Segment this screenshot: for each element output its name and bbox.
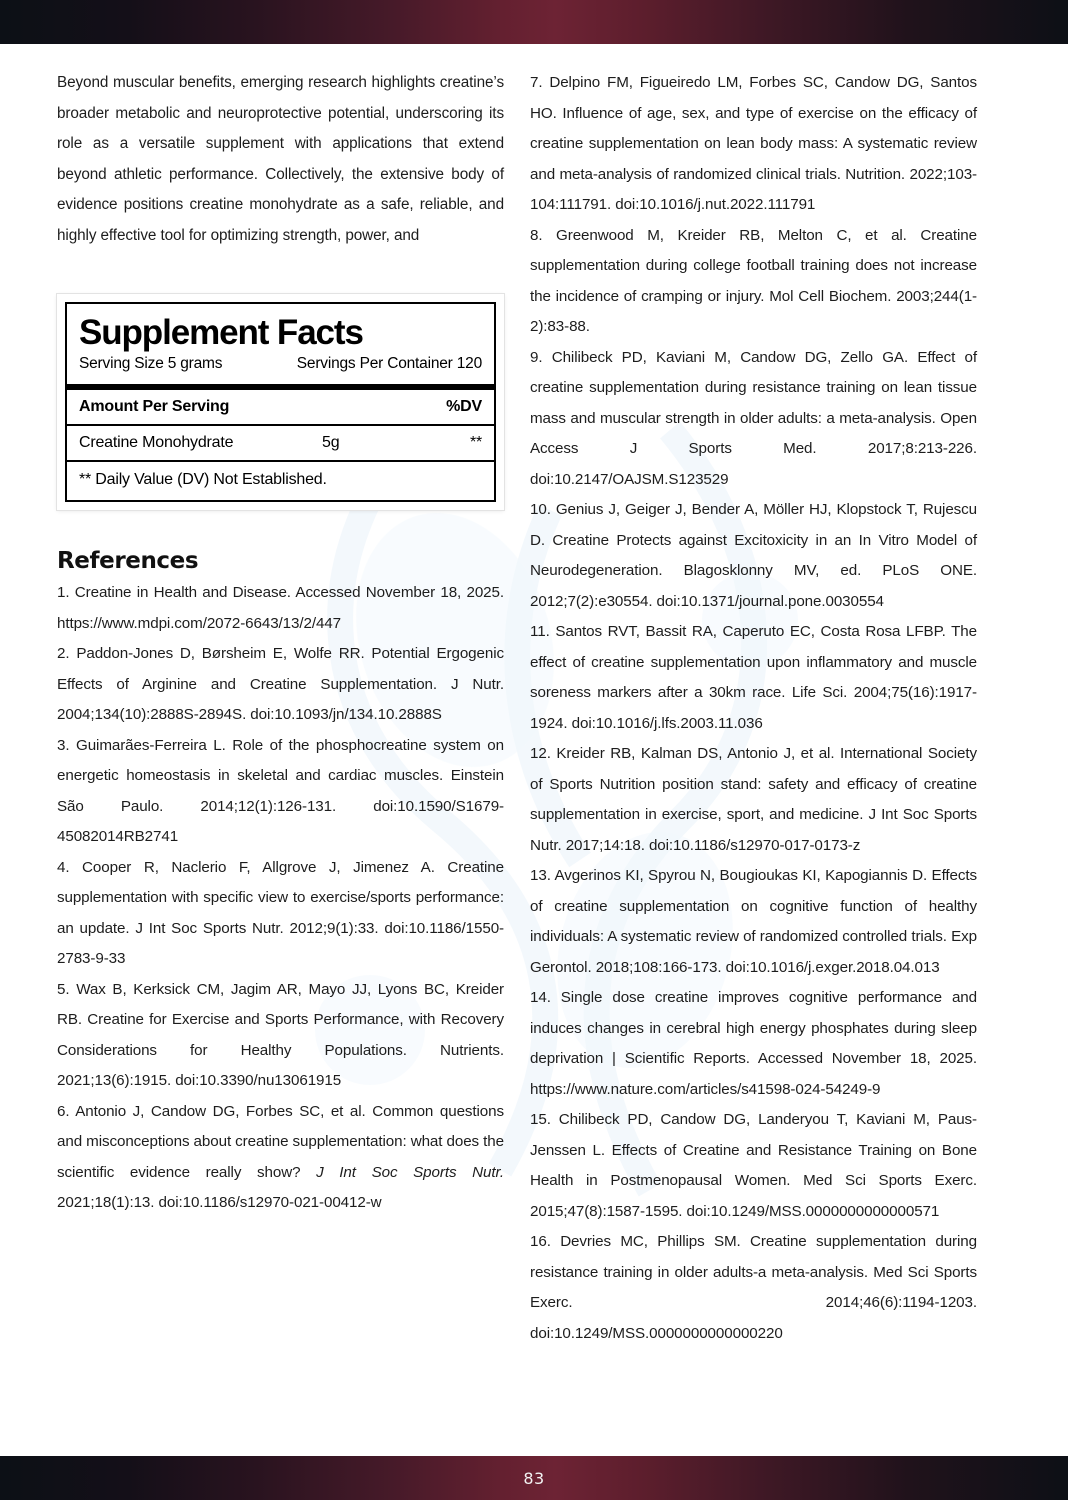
reference-item: 4. Cooper R, Naclerio F, Allgrove J, Jimenez A. Creatine supplementation with specific view to exercise/sports performance: an update. J Int Soc Sports Nutr. 2012;9(1):33. doi:10.1186/1550-2783-9-33 <box>57 858 504 968</box>
page-content <box>0 44 1068 1456</box>
reference-item: 10. Genius J, Geiger J, Bender A, Möller HJ, Klopstock T, Rujescu D. Creatine Protects against Excitoxicity in an In Vitro Model of Neurodegeneration. Blagosklonny MV, ed. PLoS ONE. 2012;7(2):e30554. doi:10.1371/journal.pone.0030554 <box>530 501 977 610</box>
amount-per-serving-label: Amount Per Serving <box>79 398 230 416</box>
supplement-facts-ingredient-row <box>67 426 494 460</box>
page-number: 83 <box>523 1468 545 1488</box>
supplement-facts-footnote: ** Daily Value (DV) Not Established. <box>79 471 327 489</box>
reference-6-journal: J Int Soc Sports Nutr. <box>316 1163 504 1181</box>
left-column <box>57 68 504 1219</box>
supplement-facts-title: Supplement Facts <box>79 313 363 352</box>
reference-item: 3. Guimarães-Ferreira L. Role of the phosphocreatine system on energetic homeostasis in skeletal and cardiac muscles. Einstein São Paulo. 2014;12(1):126-131. doi:10.1590/S1679-45082014RB2741 <box>57 736 504 846</box>
ingredient-daily-value: ** <box>469 434 482 452</box>
reference-item: 9. Chilibeck PD, Kaviani M, Candow DG, Zello GA. Effect of creatine supplementation during resistance training on lean tissue mass and muscular strength in older adults: a meta-analysis. Open Access J Sports Med. 2017;8:213-226. doi:10.2147/OAJSM.S123529 <box>530 348 977 488</box>
supplement-facts-panel <box>57 294 504 510</box>
references-heading: References <box>57 548 199 575</box>
page-footer-bar <box>0 1456 1068 1500</box>
reference-item: 2. Paddon-Jones D, Børsheim E, Wolfe RR. Potential Ergogenic Effects of Arginine and Creatine Supplementation. J Nutr. 2004;134(10):2888S-2894S. doi:10.1093/jn/134.10.2888S <box>57 645 504 724</box>
ingredient-amount: 5g <box>322 434 340 452</box>
servings-per-container: Servings Per Container 120 <box>296 355 482 373</box>
body-paragraph: Beyond muscular benefits, emerging research highlights creatine’s broader metabolic and neuroprotective potential, underscoring its role as a versatile supplement with applications that extend beyond athletic performance. Collectively, the extensive body of evidence positions creatine monohydrate as a safe, reliable, and highly effective tool for optimizing strength, power, and <box>57 74 504 244</box>
reference-item <box>57 1097 504 1219</box>
right-column <box>530 68 977 1349</box>
reference-item: 1. Creatine in Health and Disease. Accessed November 18, 2025. https://www.mdpi.com/2072-6643/13/2/447 <box>57 584 504 632</box>
supplement-facts-header-row <box>67 390 494 424</box>
reference-6-text-part2: 2021;18(1):13. doi:10.1186/s12970-021-00412-w <box>57 1194 382 1212</box>
reference-item: 12. Kreider RB, Kalman DS, Antonio J, et al. International Society of Sports Nutrition position stand: safety and efficacy of creatine supplementation in exercise, sport, and medicine. J Int Soc Sports Nutr. 2017;14:18. doi:10.1186/s12970-017-0173-z <box>530 745 977 854</box>
reference-item: 11. Santos RVT, Bassit RA, Caperuto EC, Costa Rosa LFBP. The effect of creatine supplementation upon inflammatory and muscle soreness markers after a 30km race. Life Sci. 2004;75(16):1917-1924. doi:10.1016/j.lfs.2003.11.036 <box>530 623 977 732</box>
reference-item: 16. Devries MC, Phillips SM. Creatine supplementation during resistance training in older adults-a meta-analysis. Med Sci Sports Exerc. 2014;46(6):1194-1203. doi:10.1249/MSS.0000000000000220 <box>530 1233 977 1342</box>
page-header-bar <box>0 0 1068 44</box>
reference-item: 7. Delpino FM, Figueiredo LM, Forbes SC, Candow DG, Santos HO. Influence of age, sex, and type of exercise on the efficacy of creatine supplementation on lean body mass: A systematic review and meta-analysis of randomized clinical trials. Nutrition. 2022;103-104:111791. doi:10.1016/j.nut.2022.111791 <box>530 74 977 213</box>
reference-item: 15. Chilibeck PD, Candow DG, Landeryou T, Kaviani M, Paus-Jenssen L. Effects of Creatine and Resistance Training on Bone Health in Postmenopausal Women. Med Sci Sports Exerc. 2015;47(8):1587-1595. doi:10.1249/MSS.0000000000000571 <box>530 1111 977 1220</box>
reference-item: 5. Wax B, Kerksick CM, Jagim AR, Mayo JJ, Lyons BC, Kreider RB. Creatine for Exercise and Sports Performance, with Recovery Considerations for Healthy Populations. Nutrients. 2021;13(6):1915. doi:10.3390/nu13061915 <box>57 980 504 1090</box>
reference-item: 13. Avgerinos KI, Spyrou N, Bougioukas KI, Kapogiannis D. Effects of creatine supplementation on cognitive function of healthy individuals: A systematic review of randomized controlled trials. Exp Gerontol. 2018;108:166-173. doi:10.1016/j.exger.2018.04.013 <box>530 867 977 976</box>
supplement-facts-table <box>65 302 496 502</box>
reference-item: 8. Greenwood M, Kreider RB, Melton C, et al. Creatine supplementation during college football training does not increase the incidence of cramping or injury. Mol Cell Biochem. 2003;244(1-2):83-88. <box>530 226 977 335</box>
reference-6-text-part1: 6. Antonio J, Candow DG, Forbes SC, et al. Common questions and misconceptions about creatine supplementation: what does the scientific evidence really show? <box>57 1102 504 1181</box>
supplement-facts-serving-row <box>67 352 494 384</box>
percent-dv-label: %DV <box>446 398 482 416</box>
serving-size: Serving Size 5 grams <box>79 355 223 373</box>
reference-item: 14. Single dose creatine improves cognitive performance and induces changes in cerebral high energy phosphates during sleep deprivation | Scientific Reports. Accessed November 18, 2025. https://www.nature.com/articles/s41598-024-54249-9 <box>530 989 977 1098</box>
ingredient-name: Creatine Monohydrate <box>79 434 234 452</box>
